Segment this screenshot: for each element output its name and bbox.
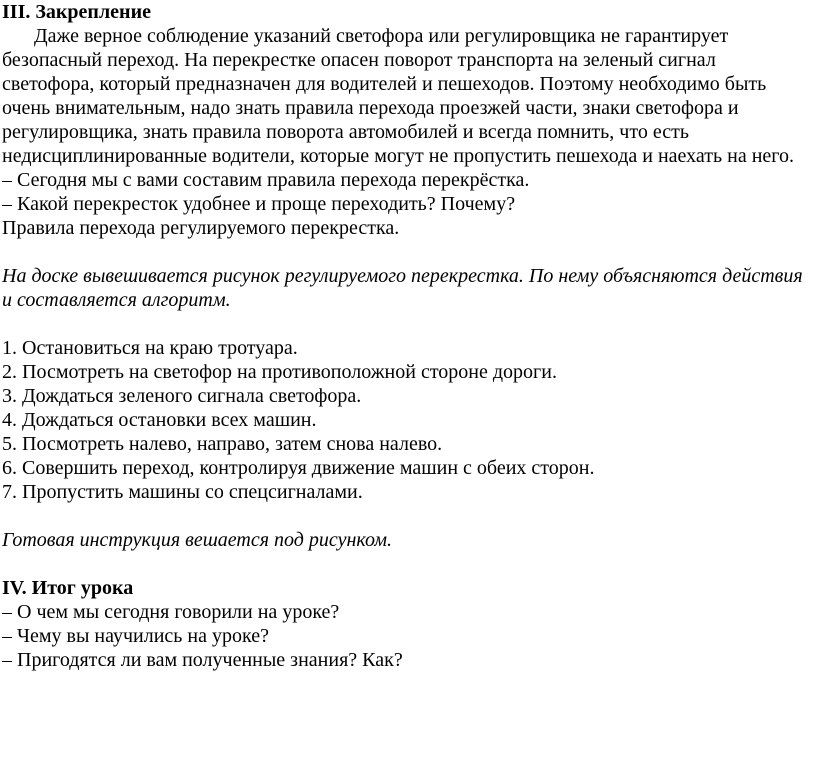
algorithm-step: 2. Посмотреть на светофор на противоположной стороне дороги. bbox=[2, 361, 557, 383]
section-3-intro-paragraph: Даже верное соблюдение указаний светофора или регулировщика не гарантирует безопасный переход. На перекрестке опасен поворот транспорта на зеленый сигнал светофора, который предназначен для водителей и пешеходов. Поэтому необходимо быть очень внимательным, надо знать правила перехода проезжей части, знаки светофора и регулировщика, знать правила поворота автомобилей и всегда помнить, что есть недисциплинированные водители, которые могут не пропустить пешехода и наехать на него. bbox=[2, 25, 794, 167]
summary-question: – Чему вы научились на уроке? bbox=[2, 625, 269, 647]
algorithm-step: 3. Дождаться зеленого сигнала светофора. bbox=[2, 385, 362, 407]
section-3-heading: III. Закрепление bbox=[2, 1, 151, 23]
algorithm-step: 5. Посмотреть налево, направо, затем снова налево. bbox=[2, 433, 443, 455]
section-4-heading: IV. Итог урока bbox=[2, 577, 134, 599]
algorithm-step: 7. Пропустить машины со спецсигналами. bbox=[2, 481, 363, 503]
spacer bbox=[2, 504, 812, 528]
board-note: На доске вывешивается рисунок регулируемого перекрестка. По нему объясняются действия и составляется алгоритм. bbox=[2, 265, 803, 311]
algorithm-step: 6. Совершить переход, контролируя движение машин с обеих сторон. bbox=[2, 457, 595, 479]
dialogue-line: – Сегодня мы с вами составим правила перехода перекрёстка. bbox=[2, 169, 530, 191]
summary-question: – О чем мы сегодня говорили на уроке? bbox=[2, 601, 340, 623]
summary-question: – Пригодятся ли вам полученные знания? Как? bbox=[2, 649, 403, 671]
closing-note: Готовая инструкция вешается под рисунком. bbox=[2, 529, 393, 551]
rules-title: Правила перехода регулируемого перекрестка. bbox=[2, 217, 400, 239]
algorithm-step: 1. Остановиться на краю тротуара. bbox=[2, 337, 298, 359]
spacer bbox=[2, 240, 812, 264]
dialogue-line: – Какой перекресток удобнее и проще переходить? Почему? bbox=[2, 193, 516, 215]
algorithm-step: 4. Дождаться остановки всех машин. bbox=[2, 409, 317, 431]
spacer bbox=[2, 552, 812, 576]
spacer bbox=[2, 312, 812, 336]
